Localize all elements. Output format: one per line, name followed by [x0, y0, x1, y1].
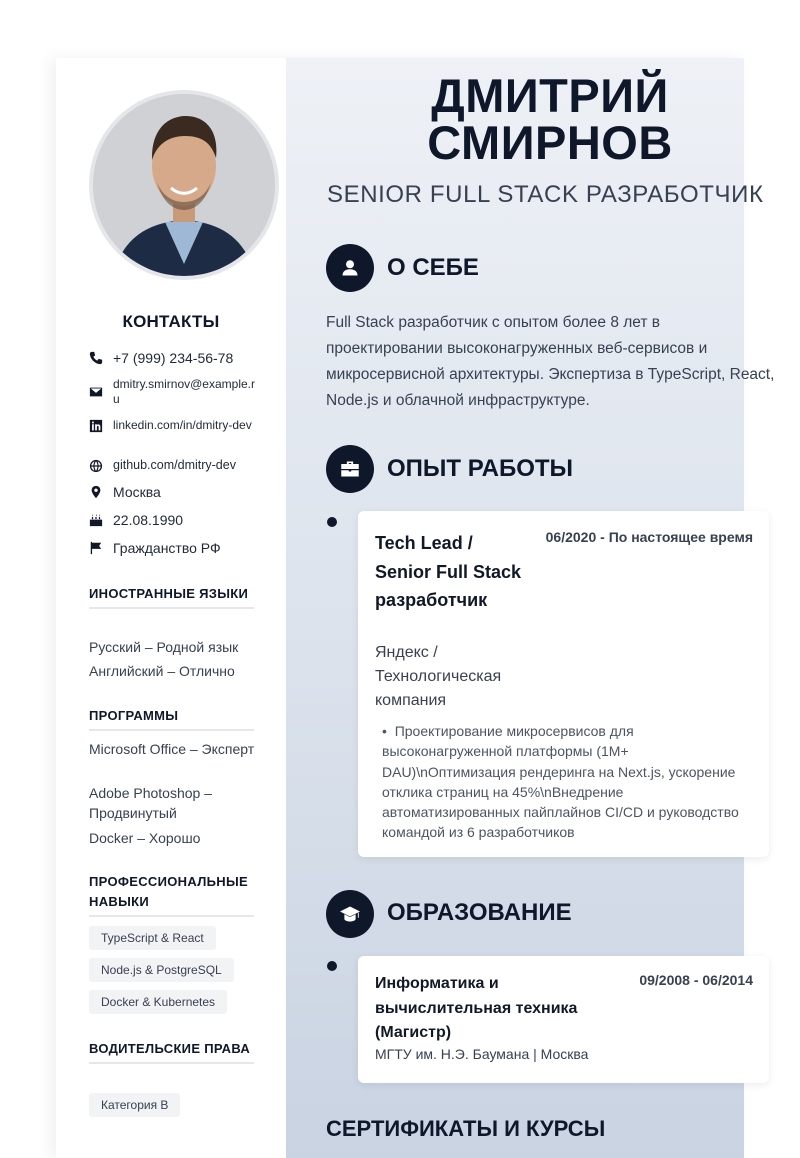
- contacts-heading: КОНТАКТЫ: [122, 312, 220, 331]
- candidate-name-first: ДМИТРИЙ: [431, 69, 669, 122]
- license-heading: ВОДИТЕЛЬСКИЕ ПРАВА: [89, 1039, 254, 1064]
- user-icon: [326, 244, 374, 292]
- about-text: Full Stack разработчик с опытом более 8 лет в проектировании высоконагруженных веб-сервисов и микросервисной архитектуры. Экспертиза в TypeScript, React, Node.js и облачной инфраструктуре.: [326, 314, 775, 409]
- flag-icon: [89, 541, 103, 555]
- education-school: МГТУ им. Н.Э. Баумана | Москва: [375, 1046, 589, 1062]
- languages-heading: ИНОСТРАННЫЕ ЯЗЫКИ: [89, 584, 254, 609]
- birthday-cake-icon: [89, 513, 103, 527]
- job-description-text: Проектирование микросервисов для высоконагруженной платформы (1M+ DAU)\nОптимизация рендеринга на Next.js, ускорение отклика страниц на 45%\nВнедрение автоматизированных пайплайнов CI/CD и руководство командой из 6 разработчиков: [382, 723, 739, 841]
- globe-icon: [89, 459, 103, 473]
- education-dates: 09/2008 - 06/2014: [639, 972, 753, 988]
- license-tag: Категория B: [89, 1093, 180, 1117]
- contact-github[interactable]: [89, 458, 259, 473]
- education-heading: ОБРАЗОВАНИЕ: [387, 899, 572, 926]
- contact-city-text: Москва: [113, 484, 161, 500]
- skill-tag: Node.js & PostgreSQL: [89, 958, 234, 982]
- timeline-dot: [327, 961, 337, 971]
- contact-birthdate: [89, 512, 259, 528]
- contact-citizenship: [89, 540, 259, 556]
- software-item: Docker – Хорошо: [89, 830, 201, 846]
- contact-birthdate-text: 22.08.1990: [113, 512, 184, 528]
- job-description: [382, 721, 742, 843]
- person-portrait-icon: [93, 94, 275, 276]
- software-item: Adobe Photoshop – Продвинутый: [89, 785, 212, 821]
- contact-email-text[interactable]: dmitry.smirnov@example.ru: [113, 377, 255, 406]
- software-heading: ПРОГРАММЫ: [89, 706, 254, 731]
- contact-github-text[interactable]: github.com/dmitry-dev: [113, 458, 236, 472]
- software-item: Microsoft Office – Эксперт: [89, 741, 255, 757]
- map-marker-icon: [89, 485, 103, 499]
- contact-linkedin[interactable]: [89, 418, 259, 433]
- job-card: [358, 511, 769, 857]
- phone-icon: [89, 351, 103, 365]
- education-degree: Информатика и вычислительная техника (Магистр): [375, 975, 578, 1041]
- job-dates: 06/2020 - По настоящее время: [545, 529, 753, 545]
- bullet-icon: •: [382, 723, 395, 739]
- candidate-name: [380, 69, 720, 169]
- skill-tag: Docker & Kubernetes: [89, 990, 227, 1014]
- experience-heading: ОПЫТ РАБОТЫ: [387, 455, 574, 482]
- contact-phone: [89, 350, 259, 366]
- job-company: Яндекс / Технологическая компания: [375, 644, 502, 709]
- candidate-role: SENIOR FULL STACK РАЗРАБОТЧИК: [327, 181, 764, 208]
- briefcase-icon: [326, 445, 374, 493]
- contact-citizenship-text: Гражданство РФ: [113, 540, 221, 556]
- language-item: Английский – Отлично: [89, 663, 235, 679]
- skills-heading: ПРОФЕССИОНАЛЬНЫЕ НАВЫКИ: [89, 872, 254, 917]
- candidate-name-last: СМИРНОВ: [427, 116, 673, 169]
- contact-city: [89, 484, 259, 500]
- certificates-heading: СЕРТИФИКАТЫ И КУРСЫ: [326, 1116, 606, 1141]
- skill-tag: TypeScript & React: [89, 926, 216, 950]
- graduation-cap-icon: [326, 890, 374, 938]
- education-card: [358, 956, 769, 1083]
- contact-linkedin-text[interactable]: linkedin.com/in/dmitry-dev: [113, 418, 252, 432]
- contact-email[interactable]: [89, 377, 259, 407]
- timeline-dot: [327, 517, 337, 527]
- job-title: Tech Lead / Senior Full Stack разработчик: [375, 533, 522, 610]
- profile-photo: [89, 90, 279, 280]
- about-heading: О СЕБЕ: [387, 254, 479, 281]
- language-item: Русский – Родной язык: [89, 639, 239, 655]
- linkedin-icon: [89, 419, 103, 433]
- envelope-icon: [89, 385, 103, 399]
- contact-phone-text: +7 (999) 234-56-78: [113, 350, 234, 366]
